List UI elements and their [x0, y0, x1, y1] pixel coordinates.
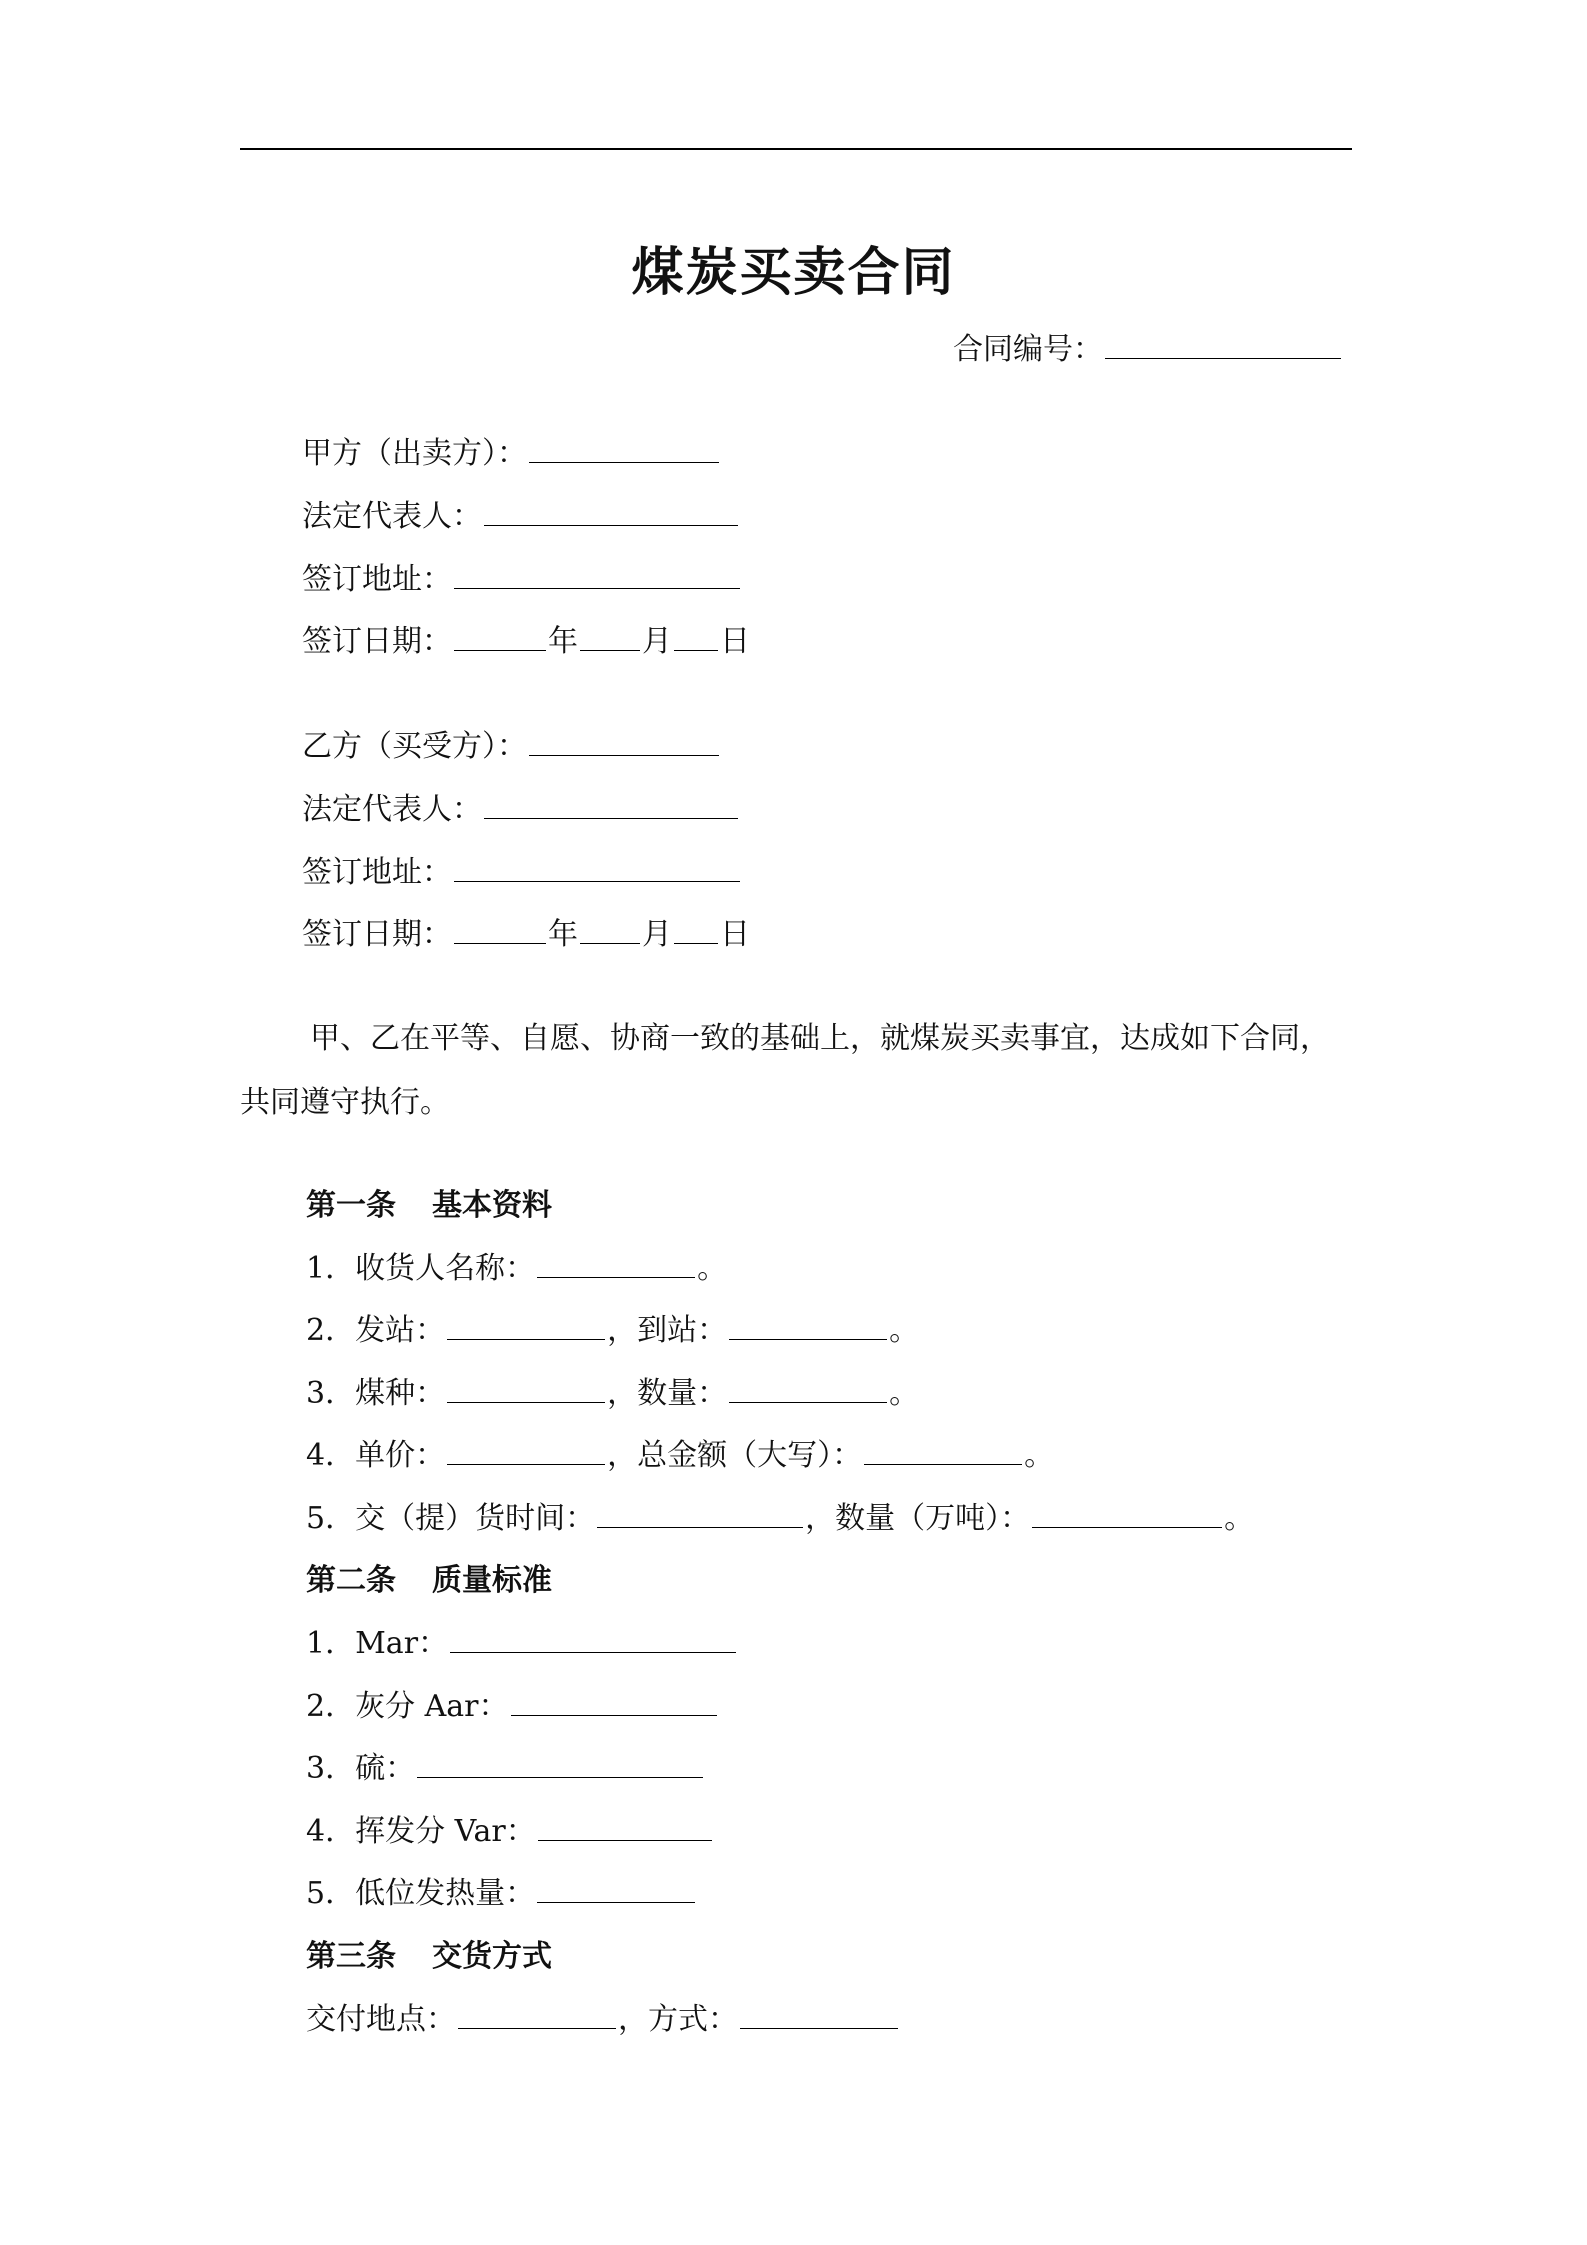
- quantity-field[interactable]: [729, 1374, 887, 1403]
- party-b-rep-field[interactable]: [484, 790, 738, 819]
- mar-field[interactable]: [450, 1624, 736, 1653]
- party-b-day-field[interactable]: [674, 915, 718, 944]
- item-4-end: 。: [1024, 1438, 1055, 1473]
- party-b-year-field[interactable]: [454, 915, 546, 944]
- article-2-name: 质量标准: [432, 1563, 552, 1598]
- item-2-end: 。: [889, 1313, 920, 1348]
- article-2-title: 第二条: [306, 1563, 396, 1598]
- article-3-title: 第三条: [306, 1939, 396, 1974]
- unit-price-label: 4．单价：: [306, 1438, 446, 1473]
- party-a-address-field[interactable]: [454, 560, 740, 589]
- party-a-rep-row: [302, 497, 740, 537]
- delivery-quantity-field[interactable]: [1032, 1499, 1222, 1528]
- article-1-item-1: [306, 1249, 727, 1289]
- party-a-address-label: 签订地址：: [302, 562, 452, 597]
- article-1-item-4: [306, 1436, 1054, 1476]
- header-rule: [240, 148, 1352, 150]
- total-amount-label: ，总金额（大写）：: [607, 1438, 863, 1473]
- article-1-heading: [306, 1186, 552, 1226]
- party-a-day-field[interactable]: [674, 622, 718, 651]
- item-1-end: 。: [697, 1251, 728, 1286]
- delivery-method-label: ，方式：: [618, 2002, 738, 2037]
- intro-line-2: 共同遵守执行。: [240, 1085, 450, 1120]
- consignee-label: 1．收货人名称：: [306, 1251, 536, 1286]
- contract-number-label: 合同编号：: [953, 332, 1103, 367]
- delivery-place-field[interactable]: [458, 2000, 616, 2029]
- party-b-month-label: 月: [642, 917, 672, 952]
- party-b-day-label: 日: [720, 917, 750, 952]
- article-3-name: 交货方式: [432, 1939, 552, 1974]
- article-2-item-1: [306, 1624, 738, 1664]
- heating-value-label: 5．低位发热量：: [306, 1876, 536, 1911]
- document-title: 煤炭买卖合同: [631, 242, 956, 303]
- article-2-heading: [306, 1561, 552, 1601]
- ash-label: 2．灰分 Aar：: [306, 1689, 509, 1724]
- party-b-address-field[interactable]: [454, 853, 740, 882]
- party-b-name-field[interactable]: [529, 727, 719, 756]
- coal-type-field[interactable]: [447, 1374, 605, 1403]
- party-b-month-field[interactable]: [580, 915, 640, 944]
- article-1-item-3: [306, 1374, 919, 1414]
- item-5-end: 。: [1224, 1501, 1255, 1536]
- party-b-rep-label: 法定代表人：: [302, 792, 482, 827]
- party-a-rep-label: 法定代表人：: [302, 499, 482, 534]
- article-2-item-5: [306, 1874, 697, 1914]
- party-a-month-label: 月: [642, 624, 672, 659]
- party-a-year-label: 年: [548, 624, 578, 659]
- party-a-month-field[interactable]: [580, 622, 640, 651]
- unit-price-field[interactable]: [447, 1436, 605, 1465]
- party-b-year-label: 年: [548, 917, 578, 952]
- party-b-name-label: 乙方（买受方）：: [302, 729, 527, 764]
- volatile-label: 4．挥发分 Var：: [306, 1814, 536, 1849]
- party-a-rep-field[interactable]: [484, 497, 738, 526]
- party-b-address-row: [302, 853, 742, 893]
- sulfur-label: 3．硫：: [306, 1751, 416, 1786]
- delivery-time-label: 5．交（提）货时间：: [306, 1501, 596, 1536]
- total-amount-field[interactable]: [864, 1436, 1022, 1465]
- party-a-name-row: [302, 434, 721, 474]
- departure-station-field[interactable]: [447, 1311, 605, 1340]
- delivery-quantity-label: ，数量（万吨）：: [805, 1501, 1031, 1536]
- article-1-title: 第一条: [306, 1188, 396, 1223]
- party-b-address-label: 签订地址：: [302, 855, 452, 890]
- party-b-name-row: [302, 727, 721, 767]
- article-1-name: 基本资料: [432, 1188, 552, 1223]
- ash-field[interactable]: [511, 1687, 717, 1716]
- item-3-end: 。: [889, 1376, 920, 1411]
- party-a-date-row: [302, 622, 750, 662]
- departure-station-label: 2．发站：: [306, 1313, 446, 1348]
- contract-number-row: [953, 330, 1343, 370]
- party-a-day-label: 日: [720, 624, 750, 659]
- article-2-item-3: [306, 1749, 705, 1789]
- party-a-year-field[interactable]: [454, 622, 546, 651]
- article-3-heading: [306, 1937, 552, 1977]
- arrival-station-field[interactable]: [729, 1311, 887, 1340]
- party-a-name-field[interactable]: [529, 434, 719, 463]
- article-3-line-1: [306, 2000, 900, 2040]
- party-a-date-label: 签订日期：: [302, 624, 452, 659]
- delivery-method-field[interactable]: [740, 2000, 898, 2029]
- article-1-item-2: [306, 1311, 919, 1351]
- sulfur-field[interactable]: [417, 1749, 703, 1778]
- party-a-address-row: [302, 560, 742, 600]
- consignee-field[interactable]: [537, 1249, 695, 1278]
- party-b-date-row: [302, 915, 750, 955]
- delivery-place-label: 交付地点：: [306, 2002, 456, 2037]
- article-1-item-5: [306, 1499, 1254, 1539]
- article-2-item-2: [306, 1687, 719, 1727]
- party-a-name-label: 甲方（出卖方）：: [302, 436, 527, 471]
- delivery-time-field[interactable]: [597, 1499, 803, 1528]
- heating-value-field[interactable]: [537, 1874, 695, 1903]
- contract-number-field[interactable]: [1105, 330, 1341, 359]
- party-b-date-label: 签订日期：: [302, 917, 452, 952]
- coal-type-label: 3．煤种：: [306, 1376, 446, 1411]
- mar-label: 1．Mar：: [306, 1626, 449, 1661]
- intro-line-1: 甲、乙在平等、自愿、协商一致的基础上，就煤炭买卖事宜，达成如下合同，: [310, 1021, 1330, 1056]
- quantity-label: ，数量：: [607, 1376, 728, 1411]
- arrival-station-label: ，到站：: [607, 1313, 728, 1348]
- article-2-item-4: [306, 1812, 714, 1852]
- party-b-rep-row: [302, 790, 740, 830]
- volatile-field[interactable]: [538, 1812, 712, 1841]
